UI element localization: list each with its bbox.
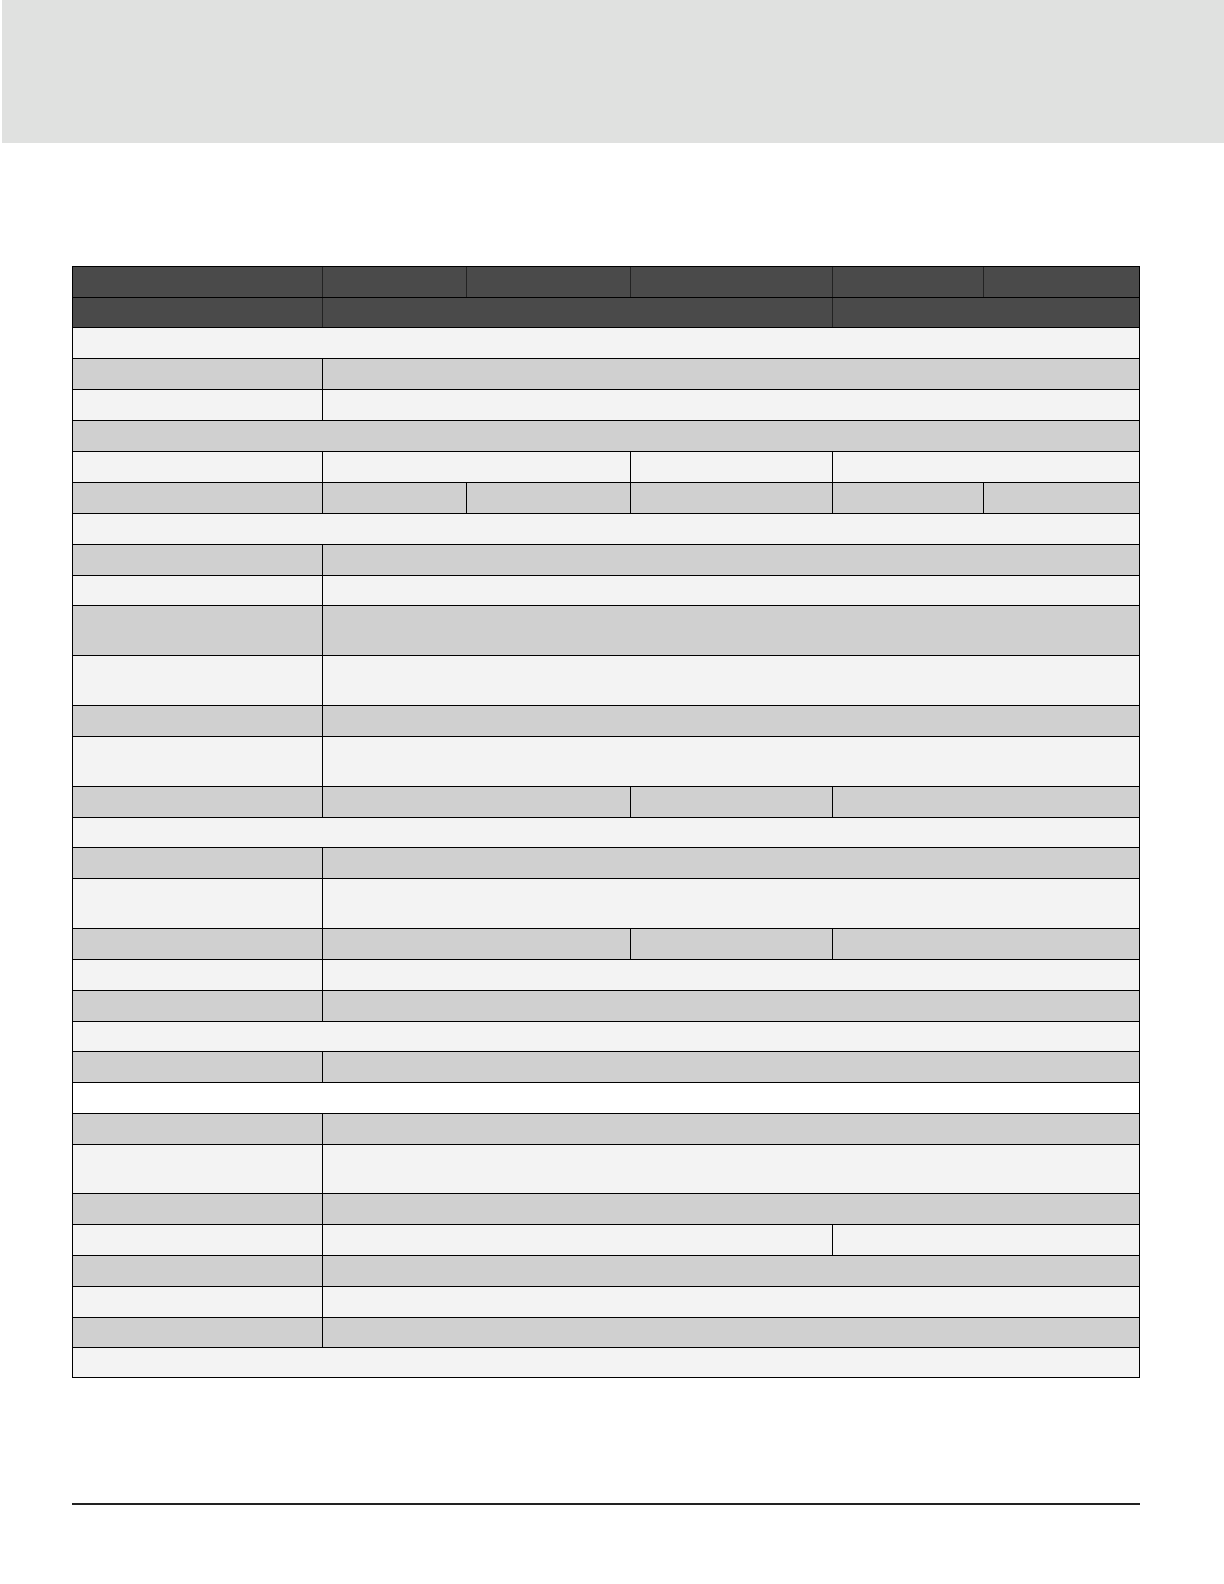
table-row: [73, 787, 1139, 818]
footer-rule: [72, 1503, 1140, 1505]
table-row: [73, 390, 1139, 421]
table-cell: [323, 545, 1139, 575]
table-cell: [984, 483, 1139, 513]
table-cell: [73, 879, 323, 928]
table-cell: [323, 656, 1139, 705]
section-row: [73, 1348, 1139, 1377]
table-cell: [323, 706, 1139, 736]
table-cell: [73, 960, 323, 990]
table-cell: [73, 1287, 323, 1317]
table-cell: [631, 452, 833, 482]
table-cell: [73, 848, 323, 878]
table-cell: [73, 656, 323, 705]
table-cell: [323, 1194, 1139, 1224]
table-cell: [323, 787, 631, 817]
table-row: [73, 879, 1139, 929]
table-cell: [833, 929, 1139, 959]
table-cell: [323, 1145, 1139, 1193]
table-cell: [73, 606, 323, 655]
table-row: [73, 545, 1139, 576]
table-row: [73, 606, 1139, 656]
table-cell: [73, 1318, 323, 1347]
table-cell: [984, 267, 1139, 297]
table-cell: [323, 483, 467, 513]
table-cell: [73, 267, 323, 297]
table-cell: [323, 848, 1139, 878]
section-row: [73, 328, 1139, 359]
header-band: [2, 0, 1224, 143]
table-row: [73, 991, 1139, 1022]
table-cell: [73, 576, 323, 605]
table-cell: [73, 390, 323, 420]
table-row: [73, 1318, 1139, 1348]
table-cell: [73, 991, 323, 1021]
table-cell: [323, 452, 631, 482]
section-row: [73, 514, 1139, 545]
table-row: [73, 1225, 1139, 1256]
table-cell: [323, 879, 1139, 928]
table-cell: [323, 1256, 1139, 1286]
table-row: [73, 452, 1139, 483]
table-cell: [833, 1225, 1139, 1255]
table-cell: [467, 483, 631, 513]
table-cell: [631, 483, 833, 513]
table-row: [73, 1145, 1139, 1194]
table-cell: [323, 1287, 1139, 1317]
table-header-row: [73, 267, 1139, 298]
table-cell: [323, 298, 833, 327]
table-cell: [323, 1052, 1139, 1082]
table-row: [73, 1194, 1139, 1225]
table-row: [73, 483, 1139, 514]
table-row: [73, 706, 1139, 737]
table-cell: [631, 929, 833, 959]
table-row: [73, 737, 1139, 787]
table-cell: [73, 929, 323, 959]
table-cell: [73, 1194, 323, 1224]
table-row: [73, 929, 1139, 960]
table-cell: [323, 960, 1139, 990]
table-cell: [833, 483, 984, 513]
table-row: [73, 1114, 1139, 1145]
table-cell: [323, 737, 1139, 786]
table-cell: [323, 929, 631, 959]
table-cell: [833, 787, 1139, 817]
table-cell: [833, 267, 984, 297]
section-row: [73, 421, 1139, 452]
table-cell: [833, 298, 1139, 327]
table-row: [73, 848, 1139, 879]
table-cell: [73, 452, 323, 482]
table-cell: [323, 267, 467, 297]
table-cell: [73, 787, 323, 817]
table-row: [73, 1287, 1139, 1318]
table-cell: [631, 787, 833, 817]
table-cell: [73, 1114, 323, 1144]
table-cell: [73, 706, 323, 736]
table-cell: [73, 545, 323, 575]
table-cell: [323, 1114, 1139, 1144]
table-cell: [323, 606, 1139, 655]
table-cell: [73, 1145, 323, 1193]
table-cell: [73, 1225, 323, 1255]
section-row: [73, 818, 1139, 848]
table-row: [73, 359, 1139, 390]
table-cell: [323, 390, 1139, 420]
table-row: [73, 1052, 1139, 1083]
table-header-row: [73, 298, 1139, 328]
table-cell: [323, 576, 1139, 605]
table-cell: [73, 1256, 323, 1286]
table-cell: [73, 298, 323, 327]
table-cell: [323, 1318, 1139, 1347]
table-row: [73, 656, 1139, 706]
table-row: [73, 576, 1139, 606]
table-cell: [323, 359, 1139, 389]
table-row: [73, 960, 1139, 991]
table-cell: [73, 359, 323, 389]
section-row: [73, 1083, 1139, 1114]
table-cell: [631, 267, 833, 297]
table-cell: [73, 483, 323, 513]
table-cell: [833, 452, 1139, 482]
table-cell: [323, 991, 1139, 1021]
section-row: [73, 1022, 1139, 1052]
spec-table: [72, 266, 1140, 1378]
table-cell: [467, 267, 631, 297]
table-cell: [323, 1225, 833, 1255]
table-cell: [73, 737, 323, 786]
table-row: [73, 1256, 1139, 1287]
table-cell: [73, 1052, 323, 1082]
